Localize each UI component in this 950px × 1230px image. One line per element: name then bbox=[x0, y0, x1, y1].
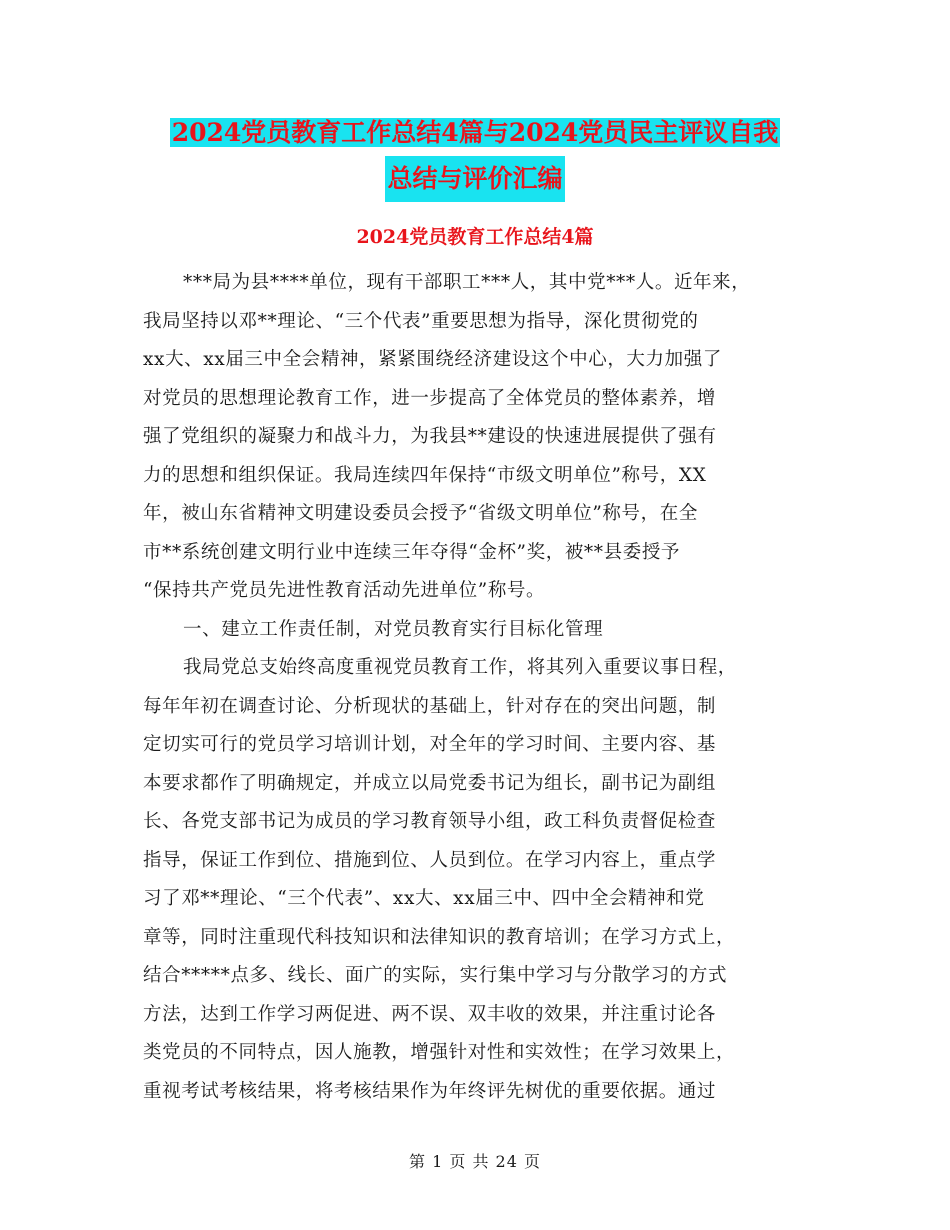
paragraph-line: 强了党组织的凝聚力和战斗力，为我县**建设的快速进展提供了强有 bbox=[143, 426, 717, 447]
body-text bbox=[143, 264, 823, 1111]
page-footer: 第 1 页 共 24 页 bbox=[409, 1152, 541, 1171]
document-title bbox=[0, 110, 950, 202]
subsection-heading: 一、建立工作责任制，对党员教育实行目标化管理 bbox=[183, 618, 604, 640]
paragraph-line: 长、各党支部书记为成员的学习教育领导小组，政工科负责督促检查 bbox=[143, 811, 717, 832]
paragraph-line: 结合*****点多、线长、面广的实际，实行集中学习与分散学习的方式 bbox=[143, 965, 728, 986]
paragraph-line: 重视考试考核结果，将考核结果作为年终评先树优的重要依据。通过 bbox=[143, 1080, 717, 1102]
paragraph-line: 每年年初在调查讨论、分析现状的基础上，针对存在的突出问题，制 bbox=[143, 695, 717, 717]
paragraph-line: 指导，保证工作到位、措施到位、人员到位。在学习内容上，重点学 bbox=[143, 849, 717, 871]
paragraph-line: xx大、xx届三中全会精神，紧紧围绕经济建设这个中心，大力加强了 bbox=[143, 349, 722, 370]
paragraph-line: 本要求都作了明确规定，并成立以局党委书记为组长，副书记为副组 bbox=[143, 772, 717, 794]
paragraph-line: 定切实可行的党员学习培训计划，对全年的学习时间、主要内容、基 bbox=[143, 734, 717, 755]
paragraph-line: 对党员的思想理论教育工作，进一步提高了全体党员的整体素养，增 bbox=[143, 387, 717, 409]
paragraph-line: 章等，同时注重现代科技知识和法律知识的教育培训；在学习方式上， bbox=[143, 926, 736, 948]
paragraph-line: “保持共产党员先进性教育活动先进单位”称号。 bbox=[143, 580, 546, 601]
paragraph-line: 市**系统创建文明行业中连续三年夺得“金杯”奖，被**县委授予 bbox=[143, 541, 681, 563]
paragraph-line: 力的思想和组织保证。我局连续四年保持“市级文明单位”称号，XX bbox=[143, 464, 707, 486]
paragraph-line: 我局坚持以邓**理论、“三个代表”重要思想为指导，深化贯彻党的 bbox=[143, 310, 699, 332]
section-heading: 2024党员教育工作总结4篇 bbox=[356, 226, 594, 248]
paragraph-line: 类党员的不同特点，因人施教，增强针对性和实效性；在学习效果上， bbox=[143, 1042, 736, 1063]
title-line-2: 总结与评价汇编 bbox=[385, 156, 564, 202]
paragraph-line: 我局党总支始终高度重视党员教育工作，将其列入重要议事日程， bbox=[183, 657, 737, 678]
title-line-1: 2024党员教育工作总结4篇与2024党员民主评议自我 bbox=[171, 118, 779, 147]
paragraph-line: 年，被山东省精神文明建设委员会授予“省级文明单位”称号，在全 bbox=[143, 503, 698, 524]
paragraph-line: 习了邓**理论、“三个代表”、xx大、xx届三中、四中全会精神和党 bbox=[143, 888, 705, 909]
paragraph-line: 方法，达到工作学习两促进、两不误、双丰收的效果，并注重讨论各 bbox=[143, 1003, 717, 1025]
paragraph-line: ***局为县****单位，现有干部职工***人，其中党***人。近年来， bbox=[183, 272, 751, 293]
